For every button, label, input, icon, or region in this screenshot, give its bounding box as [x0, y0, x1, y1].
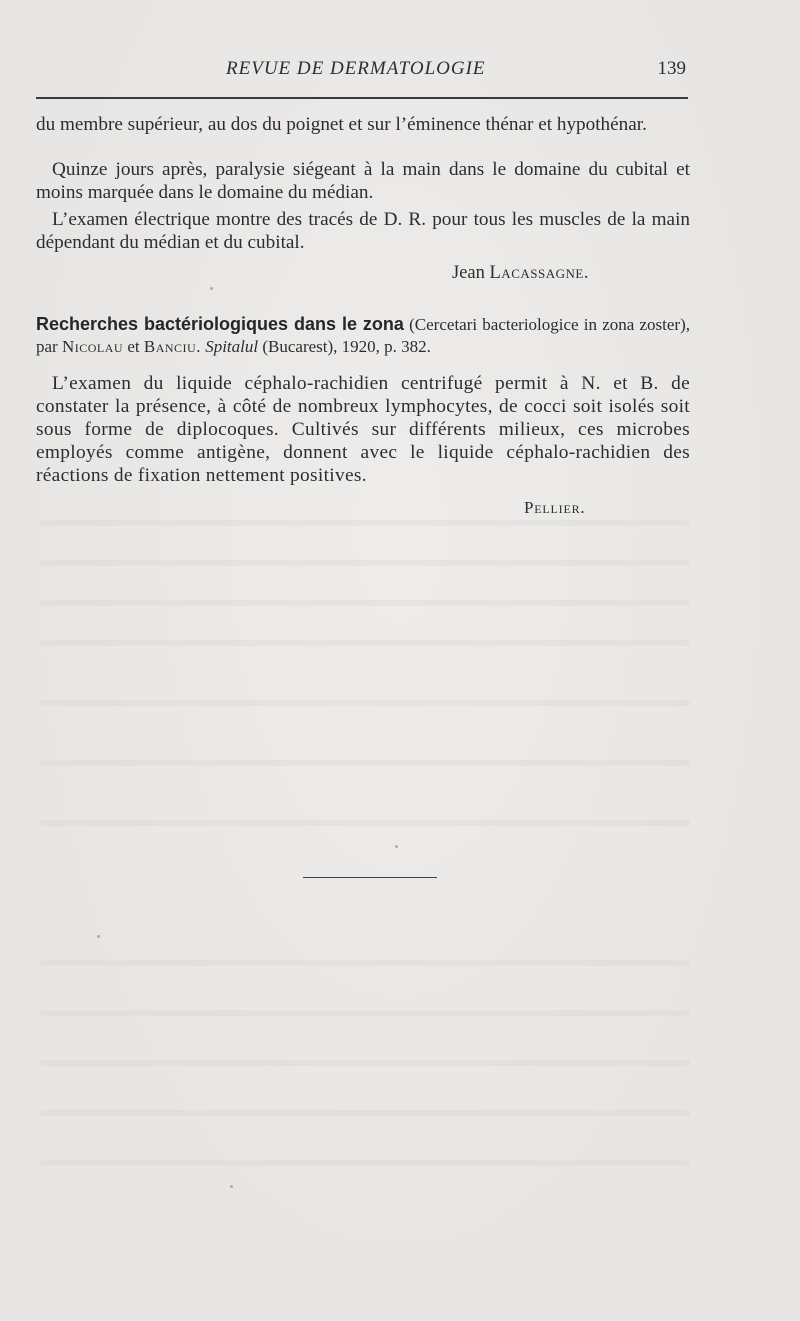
author-signature — [452, 263, 589, 284]
paragraph: L’examen électrique montre des tracés de D. R. pour tous les muscles de la main dépendant du médian et du cubital. — [36, 209, 690, 253]
original-title: (Cercetari bacteriologice in zona zoster), — [409, 315, 690, 334]
paper-speck — [97, 935, 100, 938]
running-title: REVUE DE DERMATOLOGIE — [226, 58, 486, 79]
author-signature: Pellier. — [524, 498, 586, 517]
bleed-through-line — [40, 1060, 690, 1066]
paper-speck — [210, 287, 213, 290]
bleed-through-line — [40, 1110, 690, 1116]
by-word: par — [36, 337, 58, 356]
signature-first-name: Jean — [452, 263, 485, 283]
paper-speck — [230, 1185, 233, 1188]
author-name: Banciu. — [143, 337, 201, 356]
abstract-heading — [36, 313, 690, 358]
journal-name: Spitalul — [205, 337, 259, 356]
page-number: 139 — [657, 58, 686, 79]
paragraph: Quinze jours après, paralysie siégeant à la main dans le domaine du cubital et moins marquée dans le domaine du médian. — [36, 159, 690, 203]
bleed-through-line — [40, 600, 690, 606]
bleed-through-line — [40, 1160, 690, 1166]
bleed-through-line — [40, 820, 690, 826]
bleed-through-line — [40, 1010, 690, 1016]
signature-last-name: Lacassagne. — [489, 263, 589, 283]
bleed-through-line — [40, 960, 690, 966]
page-header — [36, 58, 686, 88]
paragraph: du membre supérieur, au dos du poignet et sur l’éminence thénar et hypothénar. — [36, 114, 647, 135]
header-rule — [36, 97, 688, 99]
author-name: Nicolau — [61, 337, 124, 356]
citation-details: (Bucarest), 1920, p. 382. — [262, 337, 431, 356]
section-end-rule — [303, 877, 437, 878]
bleed-through-line — [40, 640, 690, 646]
bleed-through-line — [40, 760, 690, 766]
bleed-through-line — [40, 520, 690, 526]
bleed-through-line — [40, 700, 690, 706]
and-word: et — [127, 337, 140, 356]
bleed-through-line — [40, 560, 690, 566]
paper-speck — [395, 845, 398, 848]
abstract-text: L’examen du liquide céphalo-rachidien centrifugé permit à N. et B. de constater la présence, à côté de nombreux lymphocytes, de cocci soit isolés soit sous forme de diplocoques. Cultivés sur différents milieux, ces microbes employés comme antigène, donnent avec le liquide céphalo-rachidien des réactions de fixation nettement positives. — [36, 373, 690, 486]
abstract-title: Recherches bactériologiques dans le zona — [36, 314, 404, 334]
